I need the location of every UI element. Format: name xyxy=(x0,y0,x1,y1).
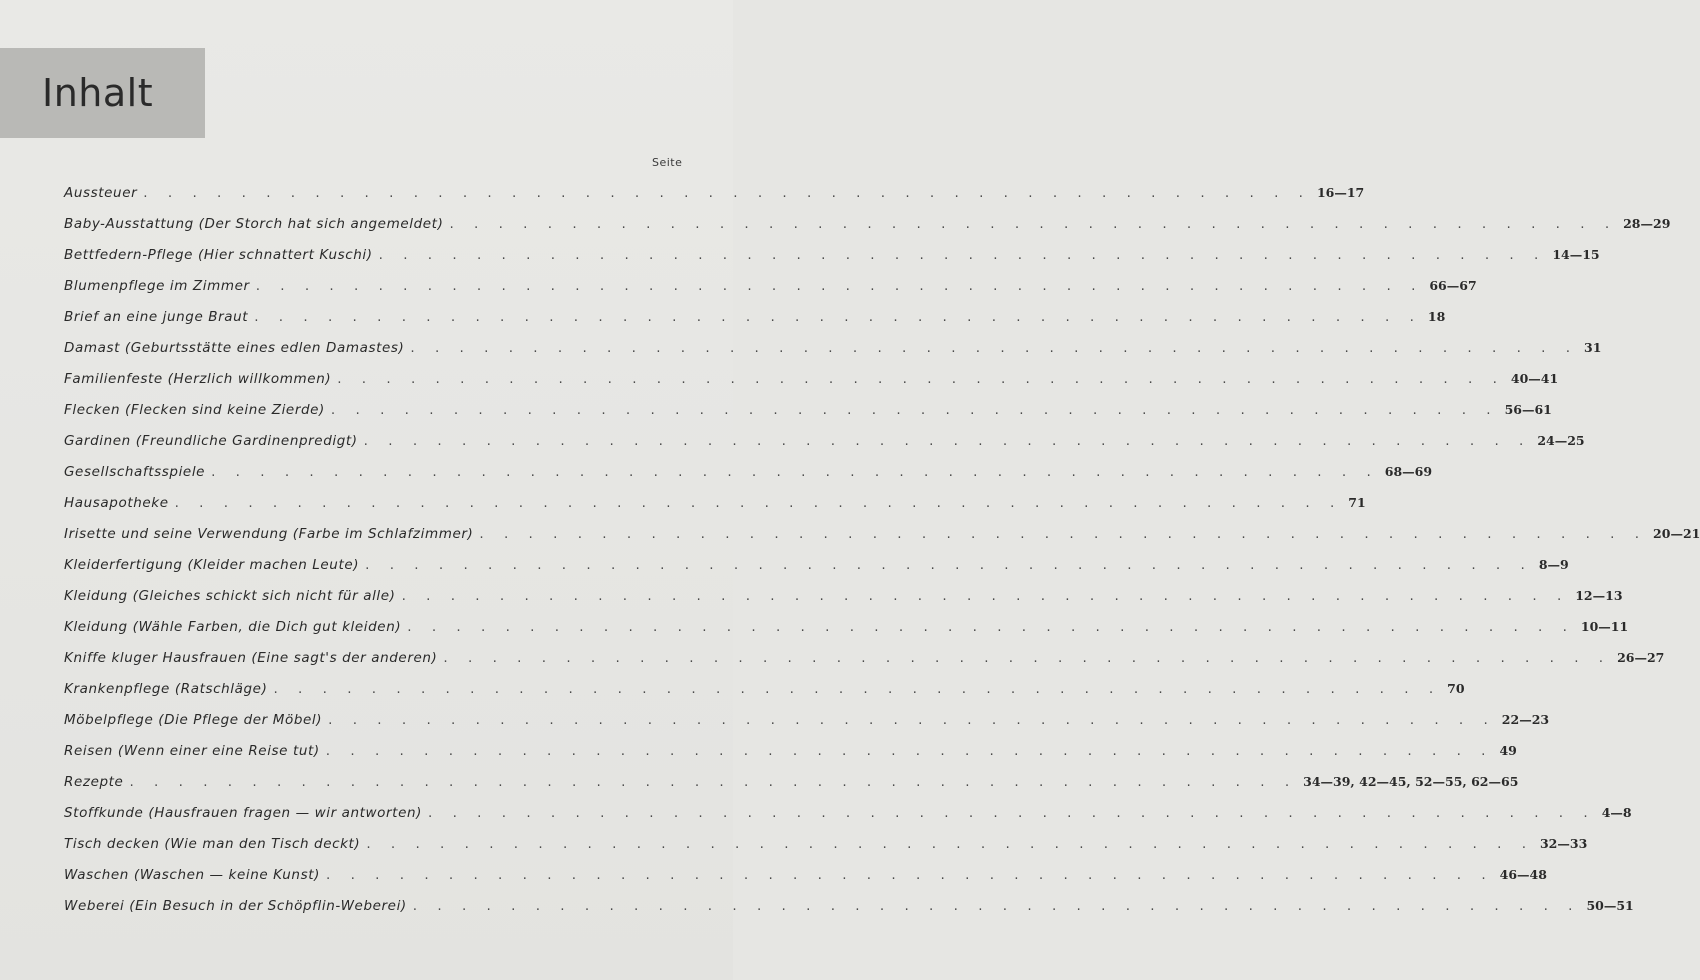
toc-entry xyxy=(64,402,1552,433)
toc-entry xyxy=(64,557,1569,588)
dot-leader: . . . . . . . . . . . . . . . . . . . . . . . . . . . . . . . . . . . . . . . . . . . . . . . . xyxy=(378,247,1547,263)
toc-entry-label: Stoffkunde (Hausfrauen fragen — wir antworten) xyxy=(64,805,423,821)
toc-entry-label: Gesellschaftsspiele xyxy=(64,464,206,480)
toc-entry-pages: 10—11 xyxy=(1580,619,1629,634)
toc-entry-label: Bettfedern-Pflege (Hier schnattert Kuschi) xyxy=(64,247,373,263)
toc-entry xyxy=(64,464,1433,495)
table-of-contents xyxy=(64,185,1700,929)
toc-entry-label: Aussteuer xyxy=(64,185,138,201)
toc-entry-pages: 22—23 xyxy=(1501,712,1550,727)
toc-entry-label: Baby-Ausstattung (Der Storch hat sich angemeldet) xyxy=(64,216,444,232)
toc-entry-pages: 26—27 xyxy=(1617,650,1665,665)
toc-entry-pages: 4—8 xyxy=(1601,805,1632,820)
toc-entry xyxy=(64,526,1700,557)
toc-entry-pages: 18 xyxy=(1427,309,1446,324)
toc-entry xyxy=(64,495,1366,526)
dot-leader: . . . . . . . . . . . . . . . . . . . . . . . . . . . . . . . . . . . . . . . . . . . . . . . . xyxy=(407,619,1575,635)
toc-entry xyxy=(64,867,1547,898)
toc-entry-pages: 32—33 xyxy=(1539,836,1588,851)
dot-leader: . . . . . . . . . . . . . . . . . . . . . . . . . . . . . . . . . . . . . . . . . . . . . . . . xyxy=(428,805,1596,821)
page-title: Inhalt xyxy=(42,71,154,115)
toc-entry-label: Kleidung (Gleiches schickt sich nicht für alle) xyxy=(64,588,396,604)
toc-entry xyxy=(64,650,1665,681)
toc-entry xyxy=(64,774,1519,805)
toc-entry xyxy=(64,247,1600,278)
dot-leader: . . . . . . . . . . . . . . . . . . . . . . . . . . . . . . . . . . . . . . . . . . . . . . . . xyxy=(273,681,1442,697)
dot-leader: . . . . . . . . . . . . . . . . . . . . . . . . . . . . . . . . . . . . . . . . . . . . . . . . xyxy=(325,867,1494,883)
toc-entry-pages: 12—13 xyxy=(1575,588,1623,603)
toc-entry-label: Möbelpflege (Die Pflege der Möbel) xyxy=(64,712,323,728)
toc-entry-label: Tisch decken (Wie man den Tisch deckt) xyxy=(64,836,361,852)
toc-entry-label: Gardinen (Freundliche Gardinenpredigt) xyxy=(64,433,358,449)
toc-entry-pages: 16—17 xyxy=(1316,185,1365,200)
dot-leader: . . . . . . . . . . . . . . . . . . . . . . . . . . . . . . . . . . . . . . . . . . . . . . . . xyxy=(254,309,1422,325)
toc-entry-pages: 24—25 xyxy=(1537,433,1585,448)
toc-entry-pages: 68—69 xyxy=(1384,464,1433,479)
toc-entry-pages: 40—41 xyxy=(1510,371,1559,386)
toc-entry-label: Hausapotheke xyxy=(64,495,169,511)
toc-entry-label: Kniffe kluger Hausfrauen (Eine sagt's der anderen) xyxy=(64,650,438,666)
dot-leader: . . . . . . . . . . . . . . . . . . . . . . . . . . . . . . . . . . . . . . . . . . . . . . . . xyxy=(365,557,1533,573)
toc-entry-label: Kleiderfertigung (Kleider machen Leute) xyxy=(64,557,360,573)
toc-entry-pages: 70 xyxy=(1447,681,1465,696)
toc-entry-pages: 34—39, 42—45, 52—55, 62—65 xyxy=(1303,774,1519,789)
toc-entry-pages: 71 xyxy=(1348,495,1366,510)
toc-entry-pages: 66—67 xyxy=(1429,278,1477,293)
dot-leader: . . . . . . . . . . . . . . . . . . . . . . . . . . . . . . . . . . . . . . . . . . . . . . . . xyxy=(129,774,1298,790)
dot-leader: . . . . . . . . . . . . . . . . . . . . . . . . . . . . . . . . . . . . . . . . . . . . . . . . xyxy=(412,898,1581,914)
dot-leader: . . . . . . . . . . . . . . . . . . . . . . . . . . . . . . . . . . . . . . . . . . . . . . . . xyxy=(449,216,1618,232)
toc-entry-pages: 46—48 xyxy=(1499,867,1547,882)
toc-entry xyxy=(64,712,1550,743)
toc-entry xyxy=(64,836,1588,867)
dot-leader: . . . . . . . . . . . . . . . . . . . . . . . . . . . . . . . . . . . . . . . . . . . . . . . . xyxy=(401,588,1570,604)
toc-entry-pages: 56—61 xyxy=(1504,402,1552,417)
toc-entry-label: Brief an eine junge Braut xyxy=(64,309,249,325)
dot-leader: . . . . . . . . . . . . . . . . . . . . . . . . . . . . . . . . . . . . . . . . . . . . . . . . xyxy=(337,371,1505,387)
dot-leader: . . . . . . . . . . . . . . . . . . . . . . . . . . . . . . . . . . . . . . . . . . . . . . . . xyxy=(328,712,1496,728)
toc-entry-label: Irisette und seine Verwendung (Farbe im Schlafzimmer) xyxy=(64,526,474,542)
toc-entry-pages: 28—29 xyxy=(1623,216,1671,231)
dot-leader: . . . . . . . . . . . . . . . . . . . . . . . . . . . . . . . . . . . . . . . . . . . . . . . . xyxy=(479,526,1648,542)
toc-entry-label: Blumenpflege im Zimmer xyxy=(64,278,250,294)
dot-leader: . . . . . . . . . . . . . . . . . . . . . . . . . . . . . . . . . . . . . . . . . . . . . . . . xyxy=(366,836,1534,852)
toc-entry-label: Familienfeste (Herzlich willkommen) xyxy=(64,371,332,387)
toc-entry-label: Waschen (Waschen — keine Kunst) xyxy=(64,867,320,883)
page-column-label: Seite xyxy=(652,156,683,169)
toc-entry-label: Kleidung (Wähle Farben, die Dich gut kleiden) xyxy=(64,619,402,635)
dot-leader: . . . . . . . . . . . . . . . . . . . . . . . . . . . . . . . . . . . . . . . . . . . . . . . . xyxy=(174,495,1343,511)
dot-leader: . . . . . . . . . . . . . . . . . . . . . . . . . . . . . . . . . . . . . . . . . . . . . . . . xyxy=(211,464,1379,480)
toc-entry-pages: 8—9 xyxy=(1538,557,1569,572)
toc-entry xyxy=(64,185,1365,216)
toc-entry-pages: 31 xyxy=(1584,340,1602,355)
toc-entry-pages: 49 xyxy=(1499,743,1517,758)
toc-entry-label: Krankenpflege (Ratschläge) xyxy=(64,681,268,697)
dot-leader: . . . . . . . . . . . . . . . . . . . . . . . . . . . . . . . . . . . . . . . . . . . . . . . . xyxy=(143,185,1311,201)
toc-entry-label: Flecken (Flecken sind keine Zierde) xyxy=(64,402,325,418)
toc-entry xyxy=(64,278,1477,309)
dot-leader: . . . . . . . . . . . . . . . . . . . . . . . . . . . . . . . . . . . . . . . . . . . . . . . . xyxy=(363,433,1532,449)
toc-entry-label: Weberei (Ein Besuch in der Schöpflin-Weberei) xyxy=(64,898,407,914)
toc-entry-label: Damast (Geburtsstätte eines edlen Damastes) xyxy=(64,340,405,356)
toc-entry xyxy=(64,805,1632,836)
toc-entry xyxy=(64,681,1465,712)
toc-entry-label: Reisen (Wenn einer eine Reise tut) xyxy=(64,743,320,759)
toc-entry-pages: 20—21 xyxy=(1653,526,1700,541)
toc-entry xyxy=(64,898,1634,929)
dot-leader: . . . . . . . . . . . . . . . . . . . . . . . . . . . . . . . . . . . . . . . . . . . . . . . . xyxy=(443,650,1612,666)
toc-entry xyxy=(64,743,1517,774)
dot-leader: . . . . . . . . . . . . . . . . . . . . . . . . . . . . . . . . . . . . . . . . . . . . . . . . xyxy=(325,743,1494,759)
toc-entry-pages: 14—15 xyxy=(1552,247,1600,262)
toc-entry xyxy=(64,371,1559,402)
toc-entry xyxy=(64,588,1623,619)
toc-entry xyxy=(64,309,1446,340)
toc-entry xyxy=(64,340,1602,371)
toc-entry xyxy=(64,216,1671,247)
toc-entry-pages: 50—51 xyxy=(1586,898,1634,913)
toc-entry-label: Rezepte xyxy=(64,774,124,790)
toc-entry xyxy=(64,433,1585,464)
dot-leader: . . . . . . . . . . . . . . . . . . . . . . . . . . . . . . . . . . . . . . . . . . . . . . . . xyxy=(255,278,1424,294)
toc-entry xyxy=(64,619,1629,650)
dot-leader: . . . . . . . . . . . . . . . . . . . . . . . . . . . . . . . . . . . . . . . . . . . . . . . . xyxy=(410,340,1579,356)
dot-leader: . . . . . . . . . . . . . . . . . . . . . . . . . . . . . . . . . . . . . . . . . . . . . . . . xyxy=(330,402,1499,418)
